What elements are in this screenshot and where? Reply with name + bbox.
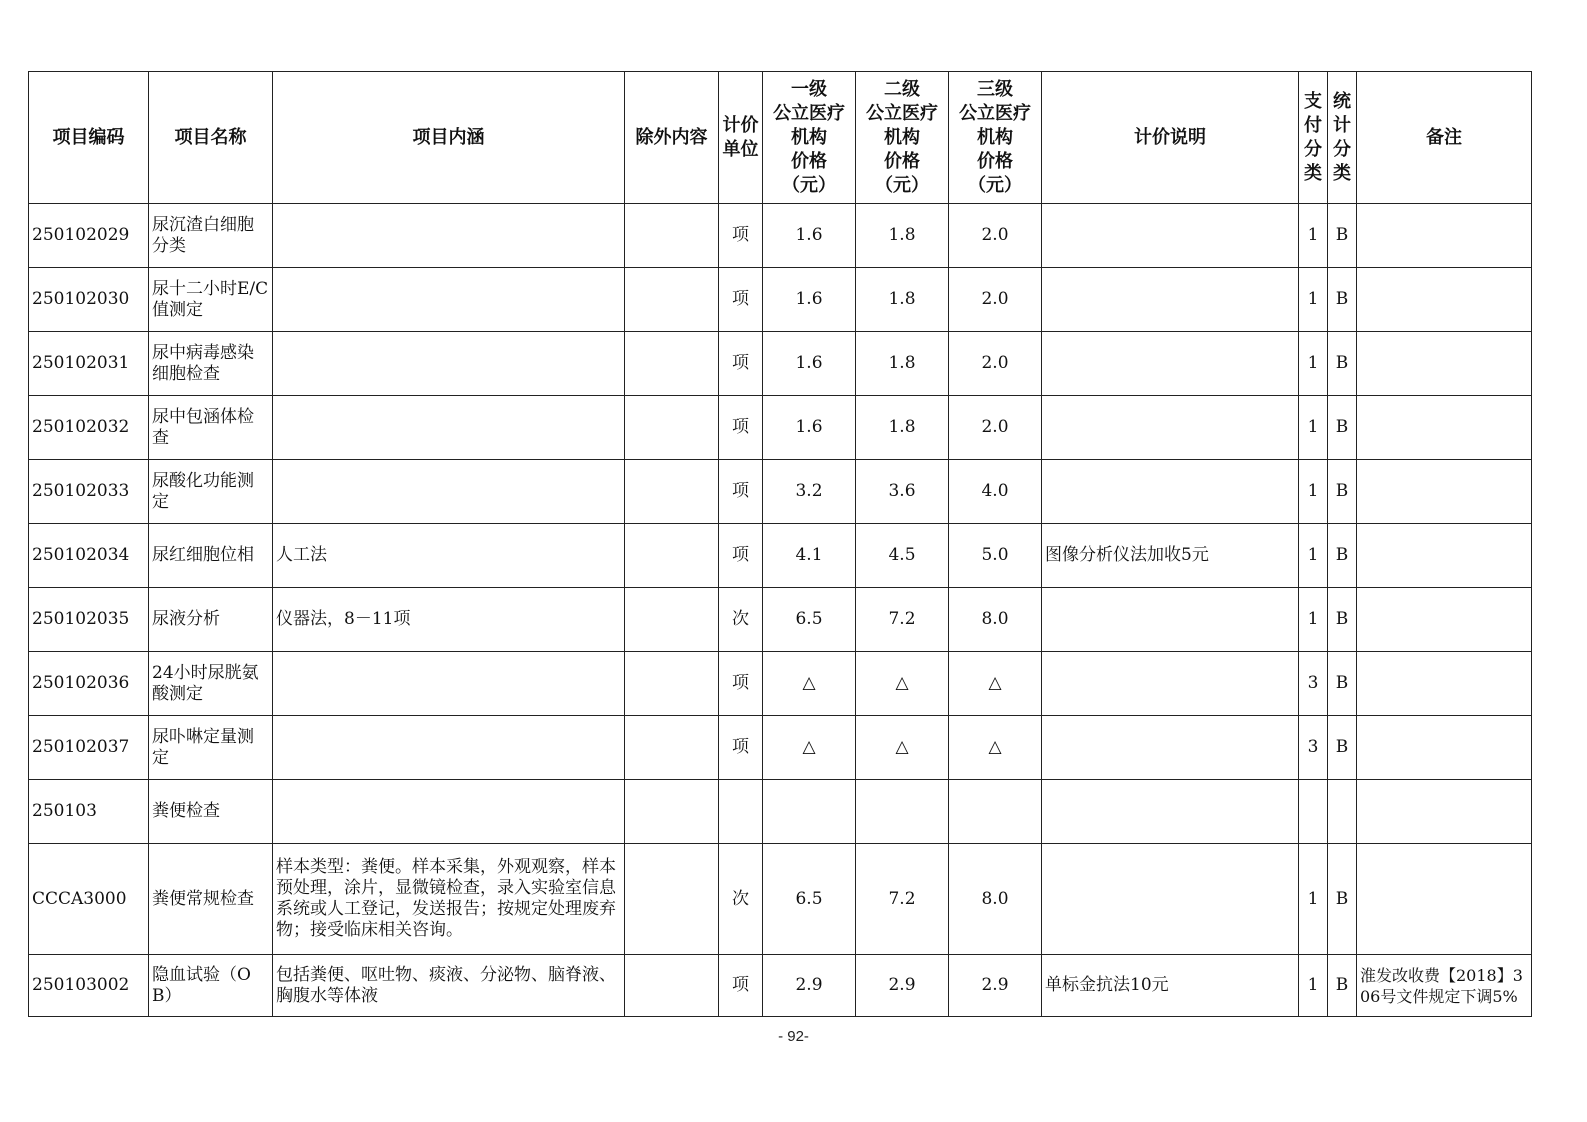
cell-excluded: [625, 844, 719, 955]
cell-unit: 次: [719, 588, 763, 652]
header-level1-line: 机构: [791, 126, 827, 148]
cell-price-level3: [949, 780, 1042, 844]
cell-price-level3: 2.9: [949, 955, 1042, 1017]
cell-remark: 淮发改收费【2018】306号文件规定下调5%: [1357, 955, 1532, 1017]
cell-price-level2: 7.2: [856, 588, 949, 652]
page-number: - 92-: [778, 1028, 809, 1045]
header-level1-line: 一级: [791, 78, 827, 100]
cell-pricing-note: [1042, 396, 1299, 460]
cell-price-level3: 8.0: [949, 844, 1042, 955]
cell-remark: [1357, 844, 1532, 955]
cell-content: [273, 332, 625, 396]
header-level2-line: 二级: [884, 78, 920, 100]
header-level2-line: （元）: [875, 174, 929, 196]
cell-remark: [1357, 460, 1532, 524]
header-payment-class: 支付分类: [1299, 72, 1328, 204]
cell-stat-class: B: [1328, 955, 1357, 1017]
table-row: [29, 652, 1532, 716]
header-level3-line: 价格: [977, 150, 1013, 172]
cell-name: 24小时尿胱氨酸测定: [149, 652, 273, 716]
cell-price-level1: 1.6: [763, 396, 856, 460]
cell-price-level3: 5.0: [949, 524, 1042, 588]
header-unit: 计价单位: [719, 72, 763, 204]
cell-pricing-note: [1042, 588, 1299, 652]
cell-pricing-note: [1042, 460, 1299, 524]
cell-pricing-note: [1042, 780, 1299, 844]
cell-code: 250102037: [29, 716, 149, 780]
cell-remark: [1357, 780, 1532, 844]
cell-price-level1: 4.1: [763, 524, 856, 588]
cell-stat-class: B: [1328, 588, 1357, 652]
cell-payment-class: 3: [1299, 716, 1328, 780]
cell-content: [273, 268, 625, 332]
cell-name: 尿中包涵体检查: [149, 396, 273, 460]
cell-name: 粪便常规检查: [149, 844, 273, 955]
cell-price-level2: 3.6: [856, 460, 949, 524]
header-stat-class: 统计分类: [1328, 72, 1357, 204]
header-code: 项目编码: [29, 72, 149, 204]
cell-payment-class: 1: [1299, 460, 1328, 524]
cell-name: 尿中病毒感染细胞检查: [149, 332, 273, 396]
table-row: [29, 716, 1532, 780]
cell-payment-class: 3: [1299, 652, 1328, 716]
cell-remark: [1357, 268, 1532, 332]
cell-code: 250103002: [29, 955, 149, 1017]
cell-code: CCCA3000: [29, 844, 149, 955]
cell-stat-class: B: [1328, 460, 1357, 524]
cell-price-level3: 4.0: [949, 460, 1042, 524]
header-level2-line: 公立医疗: [866, 102, 938, 124]
header-level2-price: [856, 72, 949, 204]
cell-unit: 项: [719, 396, 763, 460]
cell-excluded: [625, 204, 719, 268]
cell-name: 尿红细胞位相: [149, 524, 273, 588]
cell-code: 250102031: [29, 332, 149, 396]
header-level2-line: 价格: [884, 150, 920, 172]
header-row: [29, 72, 1532, 204]
cell-content: [273, 460, 625, 524]
cell-name: 尿十二小时E/C值测定: [149, 268, 273, 332]
cell-code: 250102030: [29, 268, 149, 332]
cell-price-level3: 2.0: [949, 204, 1042, 268]
cell-price-level1: 1.6: [763, 268, 856, 332]
cell-name: 粪便检查: [149, 780, 273, 844]
header-level3-price: [949, 72, 1042, 204]
cell-price-level1: △: [763, 652, 856, 716]
cell-code: 250102032: [29, 396, 149, 460]
cell-unit: 项: [719, 955, 763, 1017]
cell-payment-class: 1: [1299, 332, 1328, 396]
cell-price-level1: 6.5: [763, 588, 856, 652]
cell-pricing-note: 图像分析仪法加收5元: [1042, 524, 1299, 588]
cell-excluded: [625, 588, 719, 652]
cell-payment-class: 1: [1299, 844, 1328, 955]
cell-stat-class: B: [1328, 844, 1357, 955]
cell-payment-class: 1: [1299, 204, 1328, 268]
cell-pricing-note: [1042, 268, 1299, 332]
header-remarks: 备注: [1357, 72, 1532, 204]
cell-remark: [1357, 652, 1532, 716]
cell-price-level1: △: [763, 716, 856, 780]
header-content: 项目内涵: [273, 72, 625, 204]
cell-name: 尿沉渣白细胞分类: [149, 204, 273, 268]
cell-price-level3: △: [949, 652, 1042, 716]
header-level3-line: 公立医疗: [959, 102, 1031, 124]
cell-pricing-note: [1042, 716, 1299, 780]
cell-name: 尿液分析: [149, 588, 273, 652]
cell-price-level3: 8.0: [949, 588, 1042, 652]
cell-price-level2: [856, 780, 949, 844]
cell-unit: 次: [719, 844, 763, 955]
header-level1-price: [763, 72, 856, 204]
cell-excluded: [625, 652, 719, 716]
cell-remark: [1357, 332, 1532, 396]
cell-pricing-note: [1042, 332, 1299, 396]
header-level3-line: （元）: [968, 174, 1022, 196]
cell-pricing-note: [1042, 204, 1299, 268]
cell-content: [273, 652, 625, 716]
cell-pricing-note: 单标金抗法10元: [1042, 955, 1299, 1017]
header-pricing-note: 计价说明: [1042, 72, 1299, 204]
cell-unit: 项: [719, 460, 763, 524]
cell-excluded: [625, 716, 719, 780]
cell-stat-class: B: [1328, 396, 1357, 460]
header-level1-line: 价格: [791, 150, 827, 172]
table-row: [29, 955, 1532, 1017]
cell-remark: [1357, 396, 1532, 460]
cell-stat-class: B: [1328, 204, 1357, 268]
cell-price-level2: 2.9: [856, 955, 949, 1017]
cell-pricing-note: [1042, 652, 1299, 716]
cell-remark: [1357, 716, 1532, 780]
header-name: 项目名称: [149, 72, 273, 204]
cell-payment-class: 1: [1299, 524, 1328, 588]
cell-excluded: [625, 460, 719, 524]
cell-price-level3: 2.0: [949, 268, 1042, 332]
cell-code: 250103: [29, 780, 149, 844]
cell-unit: [719, 780, 763, 844]
table-row: [29, 588, 1532, 652]
cell-name: 隐血试验（OB）: [149, 955, 273, 1017]
table-row: [29, 844, 1532, 955]
header-level2-line: 机构: [884, 126, 920, 148]
cell-remark: [1357, 204, 1532, 268]
cell-unit: 项: [719, 716, 763, 780]
cell-price-level2: 7.2: [856, 844, 949, 955]
header-level1-line: （元）: [782, 174, 836, 196]
cell-price-level2: 1.8: [856, 396, 949, 460]
cell-content: 包括粪便、呕吐物、痰液、分泌物、脑脊液、胸腹水等体液: [273, 955, 625, 1017]
cell-stat-class: B: [1328, 652, 1357, 716]
cell-code: 250102036: [29, 652, 149, 716]
cell-price-level3: 2.0: [949, 396, 1042, 460]
cell-remark: [1357, 588, 1532, 652]
header-level3-line: 机构: [977, 126, 1013, 148]
table-row: [29, 204, 1532, 268]
cell-excluded: [625, 524, 719, 588]
cell-stat-class: B: [1328, 332, 1357, 396]
cell-content: 样本类型：粪便。样本采集，外观观察，样本预处理，涂片，显微镜检查，录入实验室信息系统或人工登记，发送报告；按规定处理废弃物；接受临床相关咨询。: [273, 844, 625, 955]
cell-excluded: [625, 780, 719, 844]
cell-price-level1: 6.5: [763, 844, 856, 955]
cell-stat-class: B: [1328, 268, 1357, 332]
cell-code: 250102035: [29, 588, 149, 652]
cell-payment-class: [1299, 780, 1328, 844]
cell-price-level2: △: [856, 652, 949, 716]
cell-content: 仪器法，8－11项: [273, 588, 625, 652]
cell-price-level1: 3.2: [763, 460, 856, 524]
cell-content: [273, 780, 625, 844]
cell-excluded: [625, 396, 719, 460]
cell-excluded: [625, 955, 719, 1017]
cell-content: 人工法: [273, 524, 625, 588]
cell-code: 250102033: [29, 460, 149, 524]
table-row: [29, 268, 1532, 332]
cell-unit: 项: [719, 332, 763, 396]
cell-unit: 项: [719, 268, 763, 332]
cell-price-level3: 2.0: [949, 332, 1042, 396]
cell-price-level1: 2.9: [763, 955, 856, 1017]
cell-price-level2: 4.5: [856, 524, 949, 588]
cell-name: 尿酸化功能测定: [149, 460, 273, 524]
cell-unit: 项: [719, 204, 763, 268]
cell-price-level2: 1.8: [856, 332, 949, 396]
table-row: [29, 332, 1532, 396]
cell-price-level2: 1.8: [856, 204, 949, 268]
cell-excluded: [625, 332, 719, 396]
table-row: [29, 780, 1532, 844]
table-row: [29, 460, 1532, 524]
cell-stat-class: B: [1328, 716, 1357, 780]
cell-payment-class: 1: [1299, 396, 1328, 460]
cell-content: [273, 716, 625, 780]
cell-content: [273, 396, 625, 460]
cell-unit: 项: [719, 524, 763, 588]
table-row: [29, 396, 1532, 460]
header-excluded: 除外内容: [625, 72, 719, 204]
cell-stat-class: [1328, 780, 1357, 844]
fee-table: [28, 71, 1532, 1017]
cell-price-level3: △: [949, 716, 1042, 780]
cell-payment-class: 1: [1299, 268, 1328, 332]
header-level3-line: 三级: [977, 78, 1013, 100]
cell-stat-class: B: [1328, 524, 1357, 588]
cell-excluded: [625, 268, 719, 332]
cell-price-level2: 1.8: [856, 268, 949, 332]
cell-price-level2: △: [856, 716, 949, 780]
cell-name: 尿卟啉定量测定: [149, 716, 273, 780]
cell-price-level1: 1.6: [763, 204, 856, 268]
table-row: [29, 524, 1532, 588]
cell-payment-class: 1: [1299, 955, 1328, 1017]
cell-price-level1: [763, 780, 856, 844]
cell-remark: [1357, 524, 1532, 588]
header-level1-line: 公立医疗: [773, 102, 845, 124]
cell-code: 250102034: [29, 524, 149, 588]
cell-price-level1: 1.6: [763, 332, 856, 396]
cell-payment-class: 1: [1299, 588, 1328, 652]
cell-pricing-note: [1042, 844, 1299, 955]
cell-code: 250102029: [29, 204, 149, 268]
cell-content: [273, 204, 625, 268]
cell-unit: 项: [719, 652, 763, 716]
